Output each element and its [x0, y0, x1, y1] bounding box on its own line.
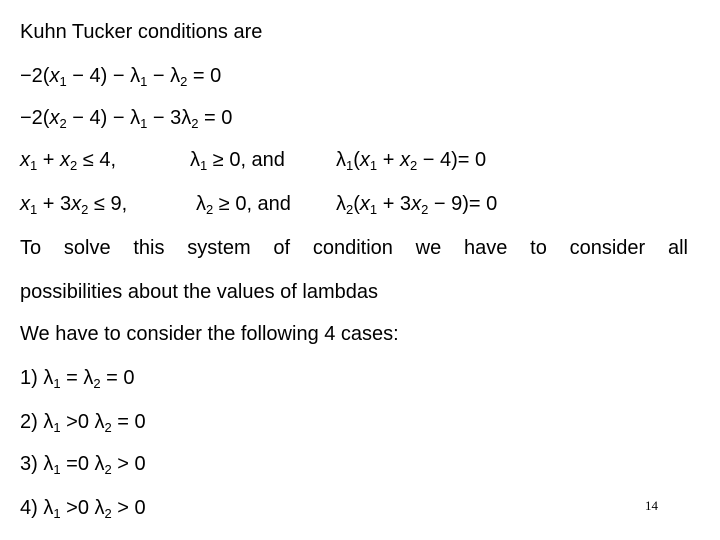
- case-2: 2) $\lambda_1 >0$ $\lambda_2 = 0$: [20, 411, 146, 435]
- equation-1: $-2(x_1 - 4) - \lambda_1 - \lambda_2 = 0$: [20, 65, 222, 89]
- cases-intro: We have to consider the following 4 cases:: [20, 323, 399, 345]
- constraint-2: $x_1 + 3x_2 \le 9$,: [20, 193, 128, 217]
- paragraph-line-1: To solve this system of condition we have to consider all: [20, 237, 688, 259]
- equation-2: $-2(x_2 - 4) - \lambda_1 - 3\lambda_2 = 0$: [20, 107, 233, 131]
- complementary-slackness-1: $\lambda_1(x_1 + x_2 - 4)= 0$: [336, 149, 487, 173]
- page-number: 14: [645, 498, 658, 513]
- lambda-1-nonneg: $\lambda_1 \ge 0$, and: [190, 149, 285, 173]
- paragraph-line-2: possibilities about the values of lambdas: [20, 281, 378, 303]
- constraint-1: $x_1 + x_2 \le 4$,: [20, 149, 117, 173]
- case-4: 4) $\lambda_1 >0$ $\lambda_2 > 0$: [20, 497, 146, 521]
- condition-row-2: [20, 192, 700, 216]
- condition-row-1: [20, 148, 700, 172]
- lambda-2-nonneg: $\lambda_2 \ge 0$, and: [196, 193, 291, 217]
- case-3: 3) $\lambda_1 =0$ $\lambda_2 > 0$: [20, 453, 146, 477]
- complementary-slackness-2: $\lambda_2(x_1 + 3x_2 - 9)= 0$: [336, 193, 498, 217]
- case-1: 1) $\lambda_1 = \lambda_2 = 0$: [20, 367, 135, 391]
- heading-line: Kuhn Tucker conditions are: [20, 21, 263, 43]
